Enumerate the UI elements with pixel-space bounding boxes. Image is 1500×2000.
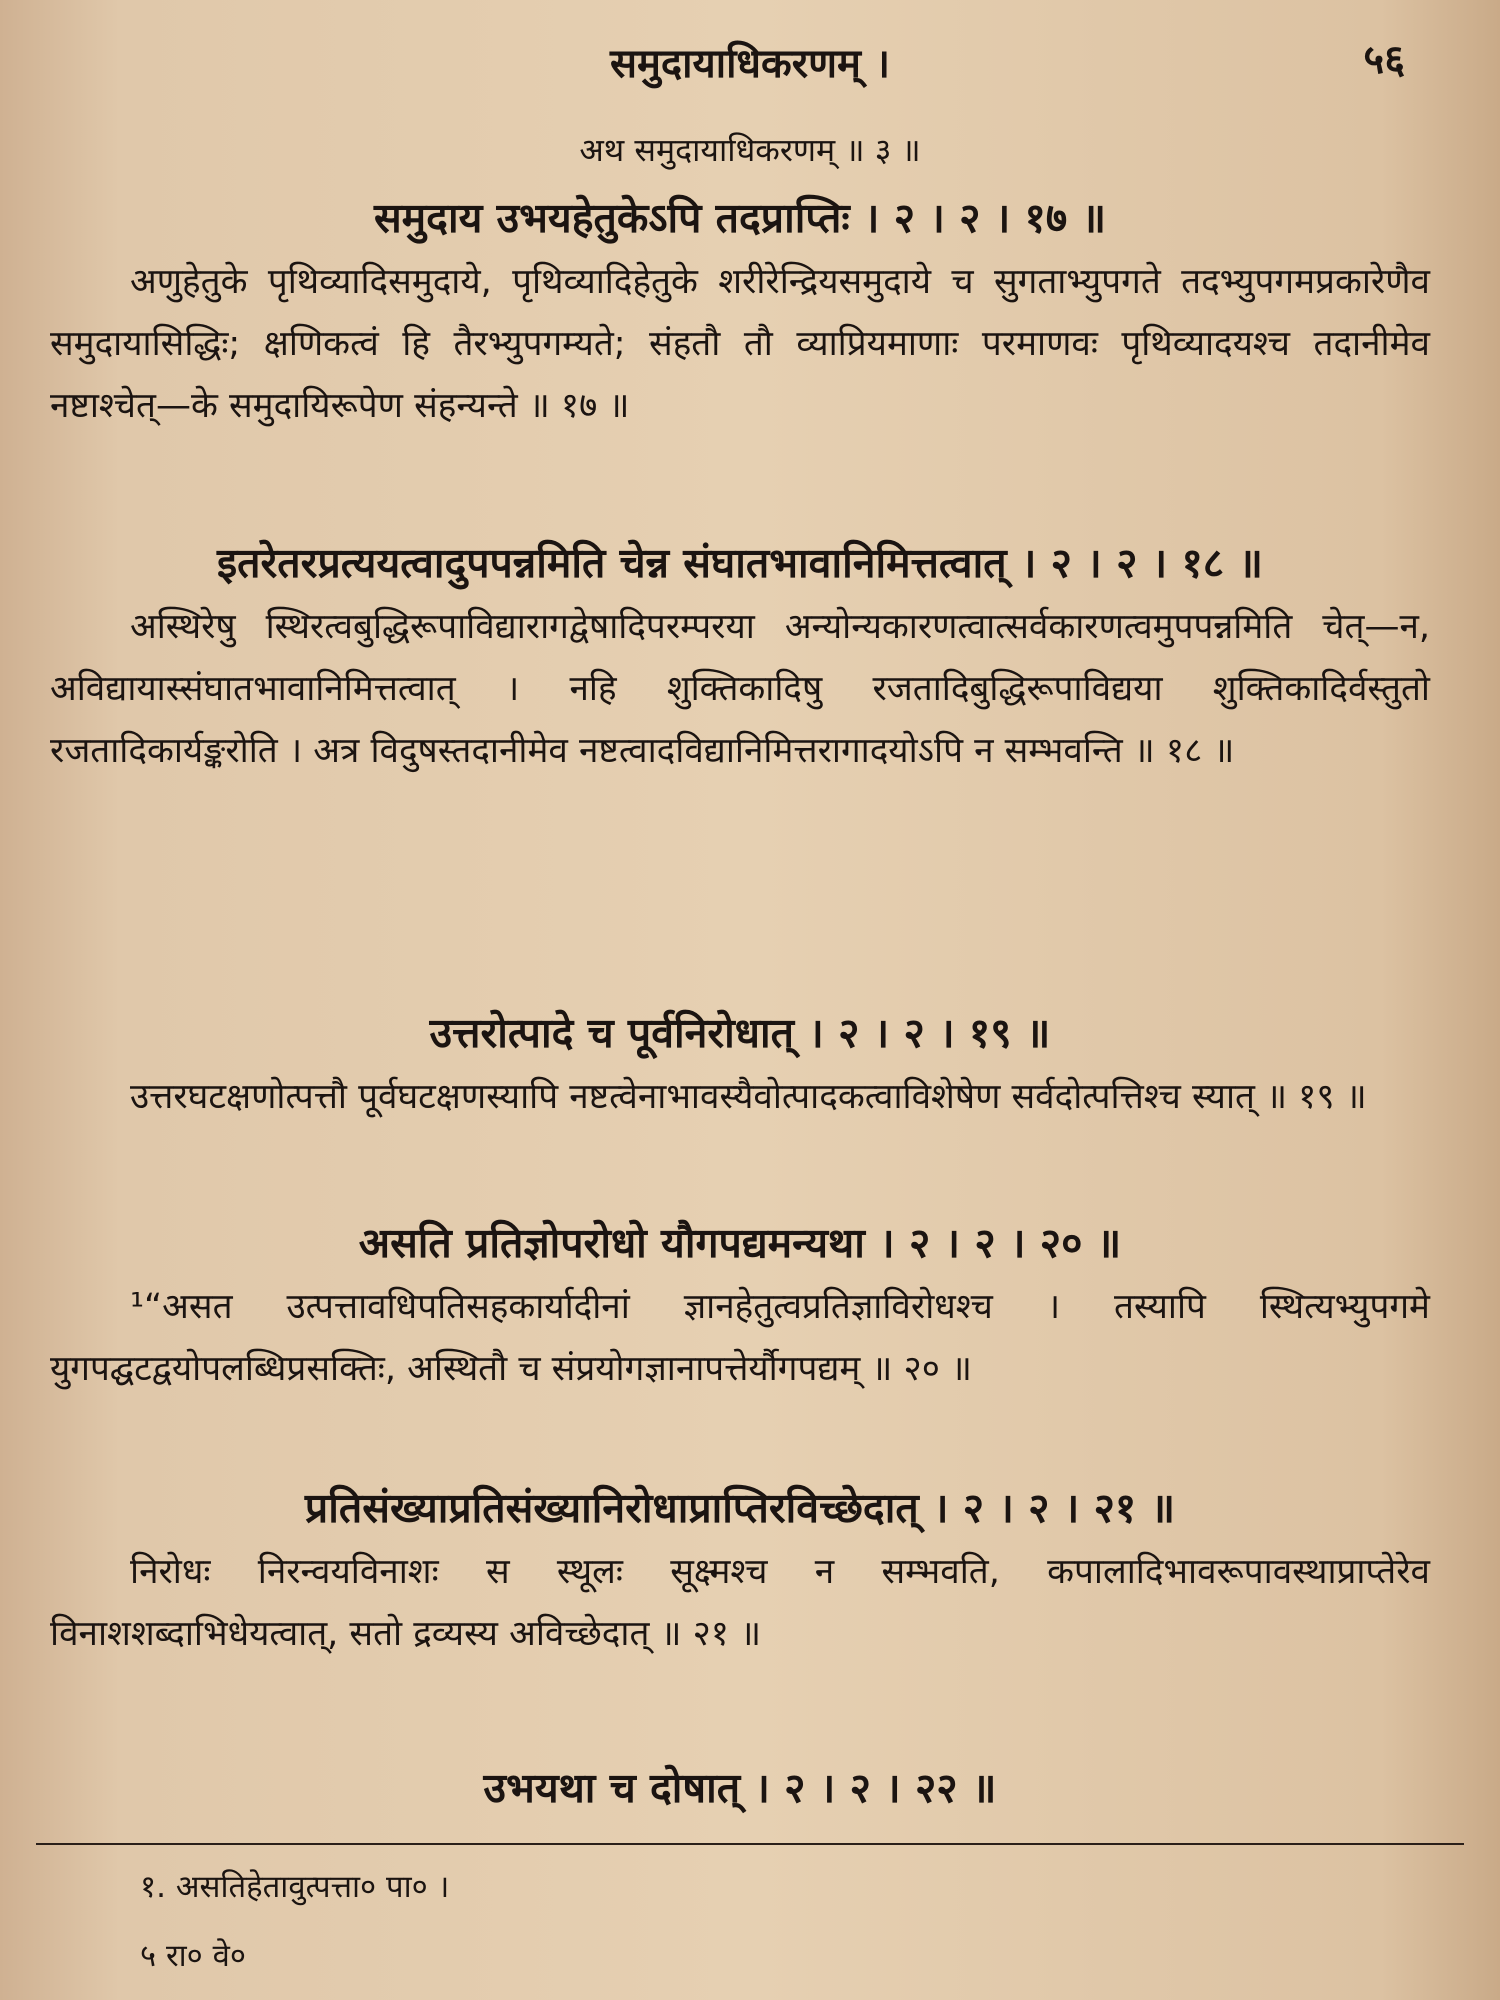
commentary-18: अस्थिरेषु स्थिरत्वबुद्धिरूपाविद्यारागद्वेषादिपरम्परया अन्योन्यकारणत्वात्सर्वकारणत्वमुपपन्नमिति चेत्—न, अविद्यायास्संघातभावानिमित्तत्वात् । नहि शुक्तिकादिषु रजतादिबुद्धिरूपाविद्यया शुक्तिकादिर्वस्तुतो रजतादिकार्यङ्करोति । अत्र विदुषस्तदानीमेव नष्टत्वादविद्यानिमित्तरागादयोऽपि न सम्भवन्ति ॥ १८ ॥ [50,607,1430,771]
commentary-17: अणुहेतुके पृथिव्यादिसमुदाये, पृथिव्यादिहेतुके शरीरेन्द्रियसमुदाये च सुगताभ्युपगते तदभ्युपगमप्रकारेणैव समुदायासिद्धिः; क्षणिकत्वं हि तैरभ्युपगम्यते; संहतौ तौ व्याप्रियमाणाः परमाणवः पृथिव्यादयश्च तदानीमेव नष्टाश्चेत्—के समुदायिरूपेण संहन्यन्ते ॥ १७ ॥ [50,262,1430,426]
sutra-block-18 [50,530,1430,782]
sutra-18: इतरेतरप्रत्ययत्वादुपपन्नमिति चेन्न संघातभावानिमित्तत्वात् । २ । २ । १८ ॥ [217,539,1263,587]
commentary-21: निरोधः निरन्वयविनाशः स स्थूलः सूक्ष्मश्च न सम्भवति, कपालादिभावरूपावस्थाप्राप्तेरेव विनाशशब्दाभिधेयत्वात्, सतो द्रव्यस्य अविच्छेदात् ॥ २१ ॥ [50,1552,1430,1654]
sutra-block-21 [50,1475,1430,1665]
sutra-block-20 [50,1210,1430,1400]
footnote: १. असतिहेतावुत्पत्ता० पा० । [140,1869,450,1905]
section-title: अथ समुदायाधिकरणम् ॥ ३ ॥ [579,131,921,169]
running-head: समुदायाधिकरणम् । [609,41,891,87]
sutra-22: उभयथा च दोषात् । २ । २ । २२ ॥ [483,1764,997,1812]
sutra-19: उत्तरोत्पादे च पूर्वनिरोधात् । २ । २ । १९ ॥ [429,1009,1051,1057]
sutra-block-19 [50,1000,1430,1128]
sutra-block-17 [50,185,1430,437]
page-number: ५६ [1363,37,1405,83]
sutra-17: समुदाय उभयहेतुकेऽपि तदप्राप्तिः । २ । २ । १७ ॥ [373,194,1107,242]
sutra-21: प्रतिसंख्याप्रतिसंख्यानिरोधाप्राप्तिरविच्छेदात् । २ । २ । २१ ॥ [304,1484,1176,1532]
sutra-20: असति प्रतिज्ञोपरोधो यौगपद्यमन्यथा । २ । २ । २० ॥ [358,1219,1122,1267]
printer-signature-mark: ५ रा० वे० [140,1938,247,1974]
footnote-divider [36,1843,1464,1845]
commentary-20: ¹“असत उत्पत्तावधिपतिसहकार्यादीनां ज्ञानहेतुत्वप्रतिज्ञाविरोधश्च । तस्यापि स्थित्यभ्युपगमे युगपद्घटद्वयोपलब्धिप्रसक्तिः, अस्थितौ च संप्रयोगज्ञानापत्तेर्यौगपद्यम् ॥ २० ॥ [50,1287,1430,1389]
sutra-block-22 [50,1755,1430,1821]
commentary-19: उत्तरघटक्षणोत्पत्तौ पूर्वघटक्षणस्यापि नष्टत्वेनाभावस्यैवोत्पादकत्वाविशेषेण सर्वदोत्पत्तिश्च स्यात् ॥ १९ ॥ [130,1077,1367,1117]
